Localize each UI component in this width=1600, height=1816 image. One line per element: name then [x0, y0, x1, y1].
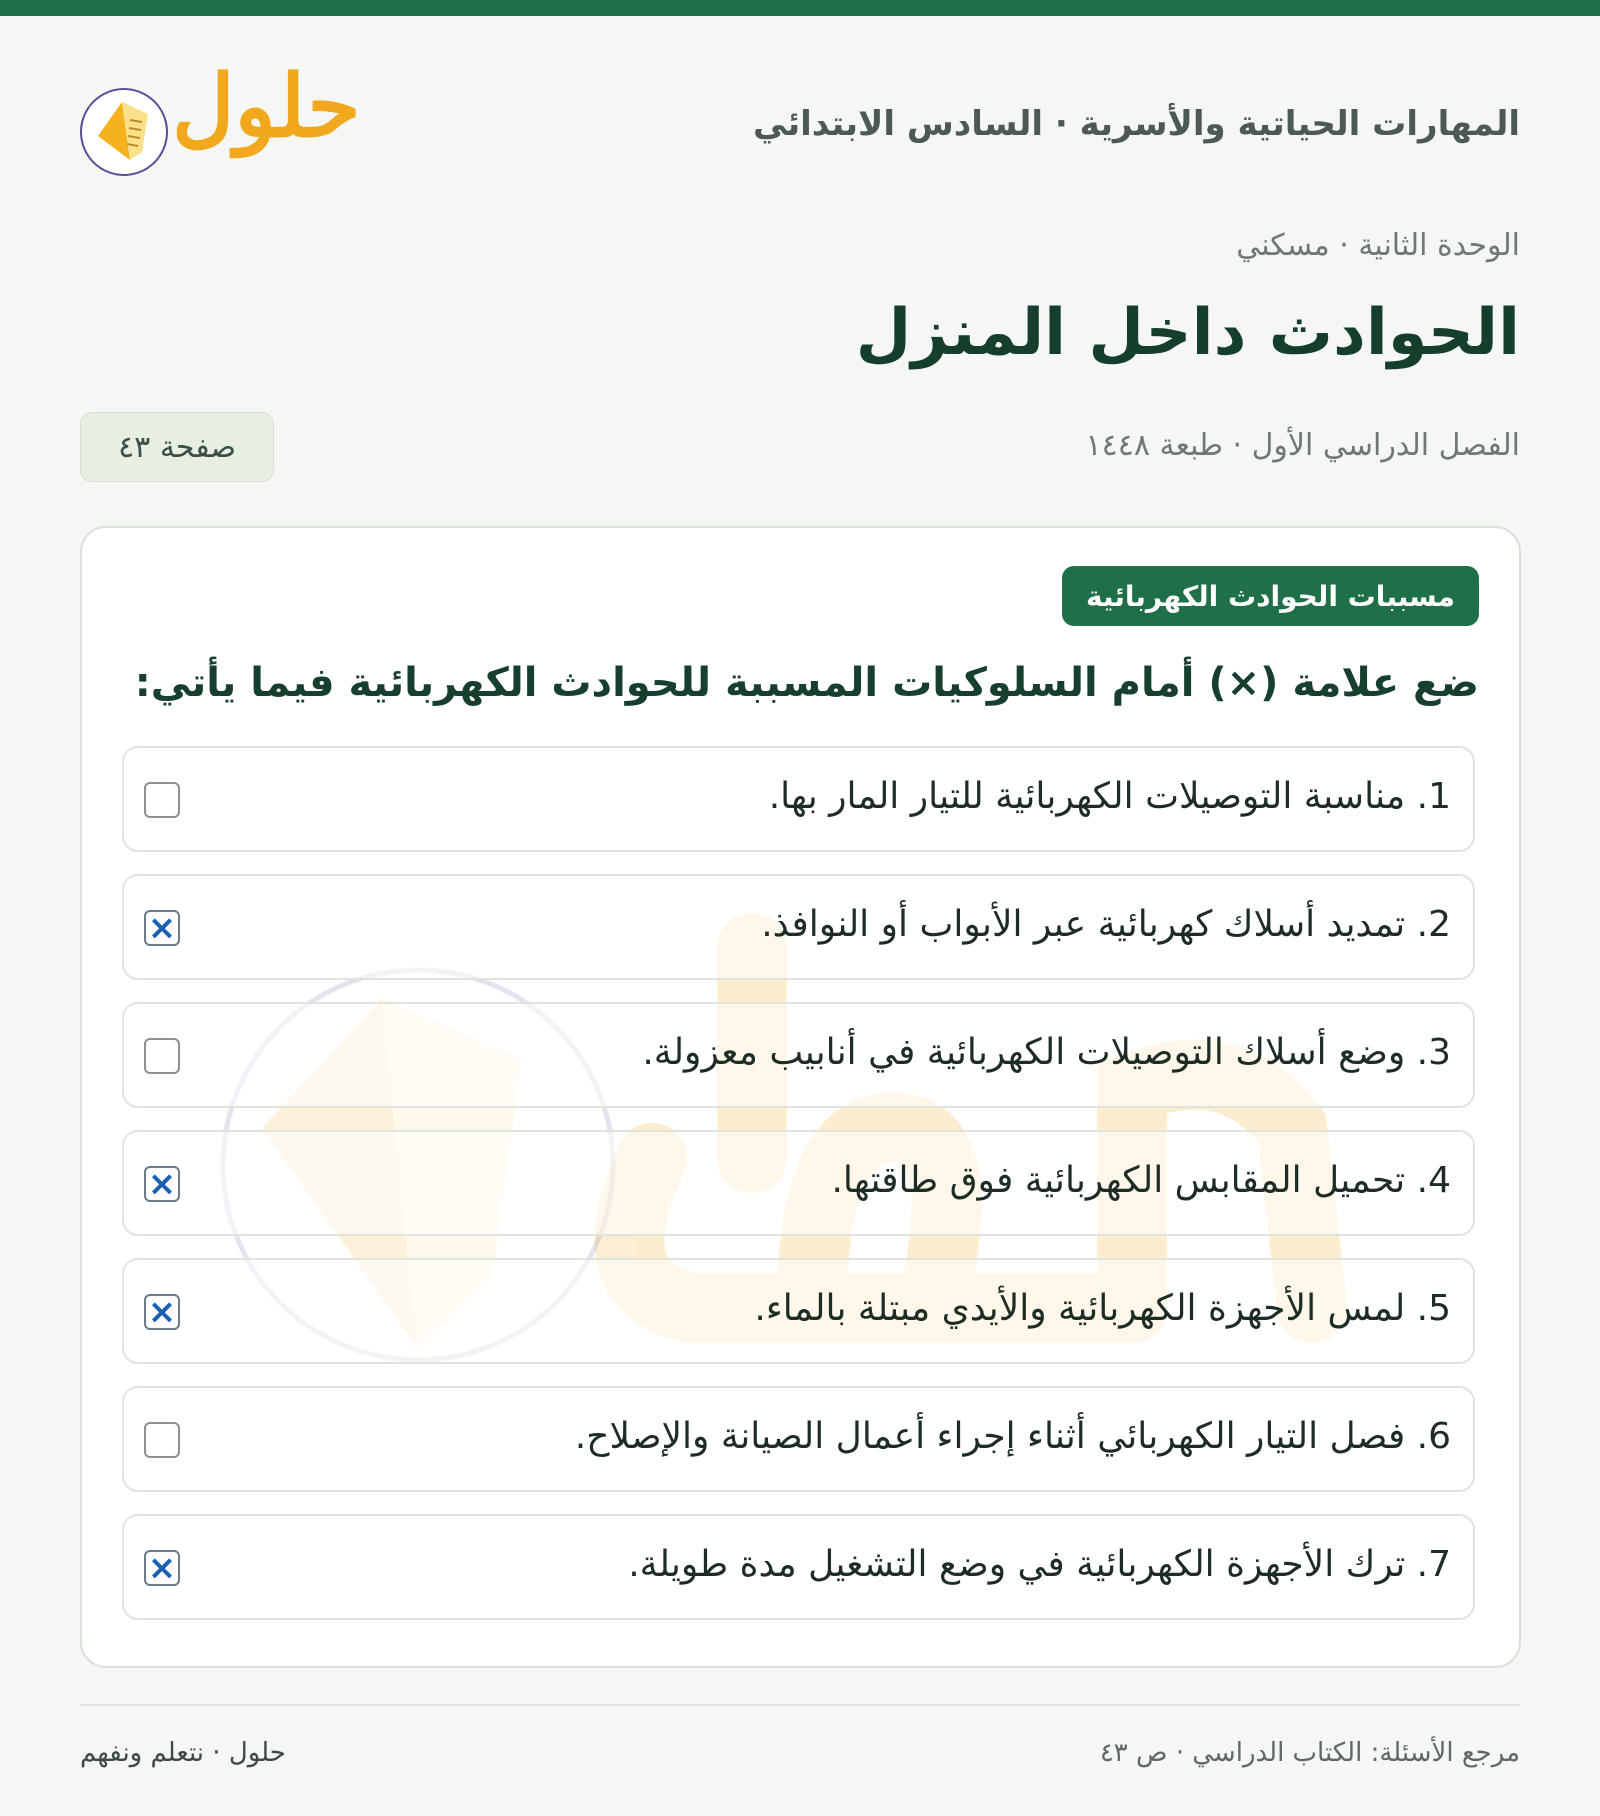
question-prompt: ضع علامة (×) أمام السلوكيات المسببة للحوادث الكهربائية فيما يأتي: — [134, 660, 1479, 706]
logo-wordmark: حلول — [172, 56, 361, 157]
page-title: الحوادث داخل المنزل — [855, 296, 1520, 370]
footer-reference: مرجع الأسئلة: الكتاب الدراسي · ص ٤٣ — [1099, 1738, 1520, 1768]
item-checkbox[interactable]: × — [144, 910, 180, 946]
item-label: 1. مناسبة التوصيلات الكهربائية للتيار المار بها. — [768, 776, 1451, 817]
book-icon — [80, 88, 168, 176]
list-item[interactable] — [122, 746, 1475, 852]
section-badge: مسببات الحوادث الكهربائية — [1062, 566, 1479, 626]
top-accent-bar — [0, 0, 1600, 16]
list-item[interactable] — [122, 874, 1475, 980]
list-item[interactable] — [122, 1130, 1475, 1236]
list-item[interactable] — [122, 1002, 1475, 1108]
item-label: 5. لمس الأجهزة الكهربائية والأيدي مبتلة بالماء. — [754, 1288, 1451, 1329]
page-number-badge: صفحة ٤٣ — [80, 412, 274, 482]
footer-divider — [80, 1704, 1520, 1706]
list-item[interactable] — [122, 1258, 1475, 1364]
item-label: 7. ترك الأجهزة الكهربائية في وضع التشغيل مدة طويلة. — [628, 1544, 1451, 1585]
item-label: 4. تحميل المقابس الكهربائية فوق طاقتها. — [831, 1160, 1451, 1201]
list-item[interactable] — [122, 1386, 1475, 1492]
header — [80, 56, 1520, 180]
unit-breadcrumb: الوحدة الثانية · مسكني — [1236, 228, 1520, 263]
list-item[interactable] — [122, 1514, 1475, 1620]
exercise-card — [80, 526, 1521, 1668]
item-checkbox[interactable] — [144, 782, 180, 818]
item-checkbox[interactable] — [144, 1038, 180, 1074]
item-checkbox[interactable]: × — [144, 1550, 180, 1586]
item-checkbox[interactable] — [144, 1422, 180, 1458]
item-checkbox[interactable]: × — [144, 1166, 180, 1202]
item-label: 3. وضع أسلاك التوصيلات الكهربائية في أنابيب معزولة. — [642, 1032, 1451, 1073]
semester-edition: الفصل الدراسي الأول · طبعة ١٤٤٨ — [1085, 428, 1520, 463]
item-label: 6. فصل التيار الكهربائي أثناء إجراء أعمال الصيانة والإصلاح. — [574, 1416, 1451, 1457]
subject-title: المهارات الحياتية والأسرية · السادس الابتدائي — [752, 104, 1520, 144]
hulul-logo[interactable] — [80, 56, 361, 180]
footer-tagline: حلول · نتعلم ونفهم — [80, 1738, 286, 1768]
item-checkbox[interactable]: × — [144, 1294, 180, 1330]
item-label: 2. تمديد أسلاك كهربائية عبر الأبواب أو النوافذ. — [761, 904, 1451, 945]
